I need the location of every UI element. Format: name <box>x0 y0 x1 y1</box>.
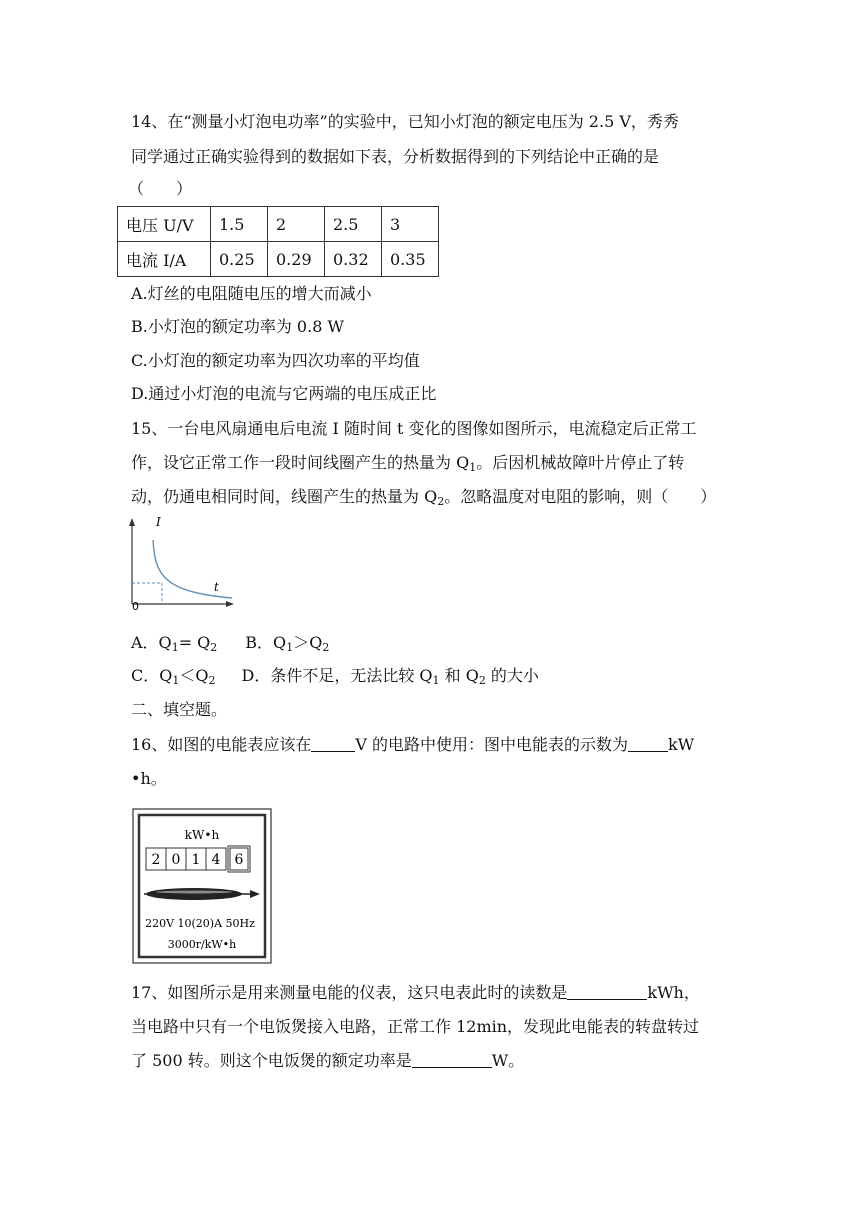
q17-line1: 17、如图所示是用来测量电能的仪表，这只电表此时的读数是 kWh， <box>131 983 700 1002</box>
q17-line2: 当电路中只有一个电饭煲接入电路，正常工作 12min，发现此电能表的转盘转过 <box>131 1017 700 1036</box>
meter-digit: 2 <box>151 852 161 868</box>
meter-digit: 4 <box>211 852 221 868</box>
table-cell: 电压 U/V <box>118 207 211 242</box>
q15-line2: 作，设它正常工作一段时间线圈产生的热量为 $Q_1$。后因机械故障叶片停止了转 <box>131 453 685 474</box>
q16-line1: 16、如图的电能表应该在 V 的电路中使用：图中电能表的示数为 kW <box>131 735 695 754</box>
meter-unit: kW•h <box>184 828 220 842</box>
answer-blank-kwh[interactable] <box>567 983 647 1000</box>
q15-options-cd <box>131 665 539 692</box>
table-cell: 0.35 <box>382 242 439 277</box>
table-row-voltage <box>118 207 439 242</box>
answer-blank-reading[interactable] <box>628 735 668 752</box>
meter-digit: 0 <box>171 852 181 868</box>
electric-meter-figure <box>132 808 272 964</box>
q14-option-c: C.小灯泡的额定功率为四次功率的平均值 <box>131 351 420 370</box>
q15-option-b: B．$Q_1>Q_2$ <box>245 633 330 654</box>
x-axis-label: t <box>214 580 219 594</box>
current-curve <box>153 540 232 598</box>
q15-line3: 动，仍通电相同时间，线圈产生的热量为 $Q_2$。忽略温度对电阻的影响，则（ ） <box>131 487 717 508</box>
answer-blank-voltage[interactable] <box>311 735 355 752</box>
meter-revolutions: 3000r/kW•h <box>167 938 237 951</box>
table-cell: 电流 I/A <box>118 242 211 277</box>
meter-spec: 220V 10(20)A 50Hz <box>145 917 255 930</box>
q14-line1: 14、在“测量小灯泡电功率”的实验中，已知小灯泡的额定电压为 2.5 V，秀秀 <box>131 112 679 131</box>
table-cell: 2 <box>268 207 325 242</box>
table-cell: 2.5 <box>325 207 382 242</box>
q14-answer-paren: （ ） <box>128 179 193 198</box>
table-cell: 0.32 <box>325 242 382 277</box>
q15-options-ab <box>131 632 329 659</box>
data-table <box>117 206 439 277</box>
current-time-graph <box>122 516 242 616</box>
q15-option-a: A．$Q_1= Q_2$ <box>131 633 218 654</box>
table-cell: 0.25 <box>211 242 268 277</box>
q14-line2: 同学通过正确实验得到的数据如下表，分析数据得到的下列结论中正确的是 <box>131 147 660 166</box>
q14-option-a: A.灯丝的电阻随电压的增大而减小 <box>131 284 372 303</box>
q17-line3: 了 500 转。则这个电饭煲的额定功率是 W。 <box>131 1051 525 1070</box>
y-axis-arrow <box>129 518 135 526</box>
y-axis-label: I <box>156 516 161 529</box>
q15-option-c: C．$Q_1<Q_2$ <box>131 666 216 687</box>
q15-line1: 15、一台电风扇通电后电流 I 随时间 t 变化的图像如图所示，电流稳定后正常工 <box>131 419 697 438</box>
table-row-current <box>118 242 439 277</box>
meter-digits <box>146 846 250 872</box>
q14-option-b: B.小灯泡的额定功率为 0.8 W <box>131 317 344 336</box>
origin-label: 0 <box>132 600 139 613</box>
meter-digit: 1 <box>191 852 201 868</box>
answer-blank-power[interactable] <box>412 1051 492 1068</box>
table-cell: 0.29 <box>268 242 325 277</box>
x-axis-arrow <box>226 601 234 607</box>
q16-line2: •h。 <box>131 769 167 788</box>
meter-digit: 6 <box>234 852 244 868</box>
table-cell: 3 <box>382 207 439 242</box>
table-cell: 1.5 <box>211 207 268 242</box>
section-heading: 二、填空题。 <box>131 700 228 719</box>
q15-option-d: D．条件不足，无法比较 $Q_1$ 和 $Q_2$ 的大小 <box>241 666 539 687</box>
q14-option-d: D.通过小灯泡的电流与它两端的电压成正比 <box>131 384 437 403</box>
